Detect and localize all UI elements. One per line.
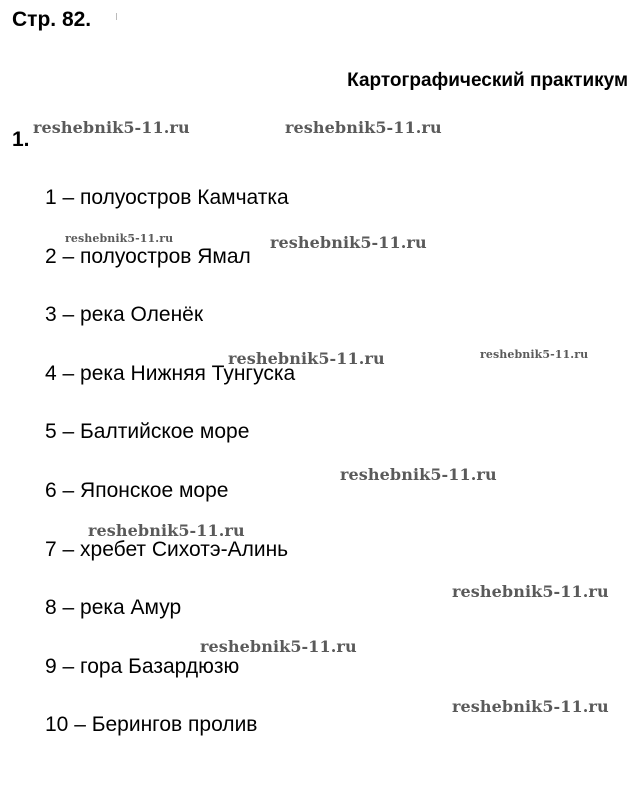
answer-item: 6 – Японское море — [45, 478, 229, 502]
watermark: reshebnik5-11.ru — [65, 232, 174, 245]
watermark: reshebnik5-11.ru — [88, 521, 245, 540]
watermark: reshebnik5-11.ru — [33, 118, 190, 137]
answer-item: 5 – Балтийское море — [45, 420, 250, 444]
answer-item: 4 – река Нижняя Тунгуска — [45, 361, 296, 385]
watermark: reshebnik5-11.ru — [228, 349, 385, 368]
page-number: Стр. 82. — [12, 8, 91, 32]
answer-item: 3 – река Оленёк — [45, 303, 204, 327]
answer-item: 2 – полуостров Ямал — [45, 244, 251, 268]
answer-list — [45, 186, 295, 772]
watermark: reshebnik5-11.ru — [285, 118, 442, 137]
watermark: reshebnik5-11.ru — [480, 348, 589, 361]
stray-mark — [116, 13, 117, 20]
answer-item: 10 – Берингов пролив — [45, 713, 258, 737]
task-number: 1. — [12, 128, 30, 151]
watermark: reshebnik5-11.ru — [270, 233, 427, 252]
answer-item: 9 – гора Базардюзю — [45, 654, 240, 678]
watermark: reshebnik5-11.ru — [200, 637, 357, 656]
watermark: reshebnik5-11.ru — [452, 582, 609, 601]
answer-item: 8 – река Амур — [45, 596, 182, 620]
answer-item: 7 – хребет Сихотэ-Алинь — [45, 537, 289, 561]
section-title: Картографический практикум — [347, 70, 628, 91]
watermark: reshebnik5-11.ru — [452, 697, 609, 716]
answer-item: 1 – полуостров Камчатка — [45, 186, 289, 209]
watermark: reshebnik5-11.ru — [340, 465, 497, 484]
